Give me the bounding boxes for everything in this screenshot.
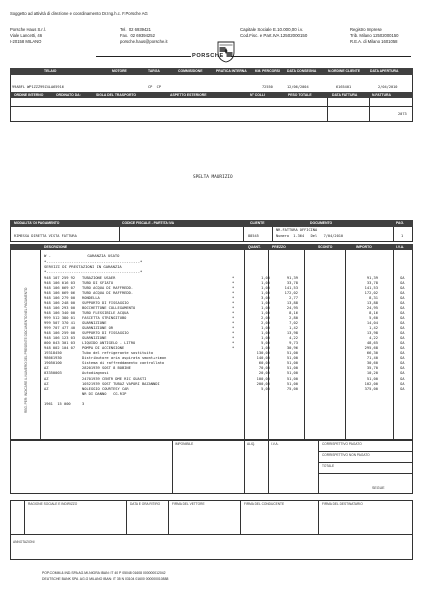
- item-price: 13,88: [286, 300, 298, 305]
- sig-divider-3: [240, 500, 241, 534]
- item-quantity: 1,00: [261, 336, 270, 341]
- item-code: AZ: [44, 376, 49, 381]
- item-quantity: 1,00: [261, 290, 270, 295]
- item-amount: 102,00: [364, 381, 378, 386]
- item-description: NOLEGGIO COURTESY CAR: [82, 386, 129, 391]
- col-cliente: CLIENTE: [250, 221, 265, 225]
- item-mark: *: [232, 305, 235, 310]
- item-price: 91,39: [286, 275, 298, 280]
- item-code: 948 106 016 03: [44, 280, 76, 285]
- item-quantity: 60,00: [258, 361, 270, 366]
- item-quantity: 1,00: [261, 331, 270, 336]
- customer-name: SPELTA MAURIZIO: [193, 175, 233, 180]
- sig-divider-4: [318, 500, 319, 534]
- item-amount: 172,02: [364, 290, 378, 295]
- item-code: AZ: [44, 386, 49, 391]
- item-code: AZ: [44, 381, 49, 386]
- item-description: GUARNIZIONE OR: [82, 326, 114, 330]
- item-description: Sistema di raffreddamento controllato: [82, 361, 165, 366]
- wordmark-rule-left: [96, 56, 191, 57]
- item-code: 999 507 370 41: [44, 320, 76, 325]
- item-amount: 66,30: [366, 351, 378, 356]
- vehicle-row-divider-2: [10, 106, 413, 107]
- item-iva: GA: [400, 381, 405, 386]
- firma-vettore-label: FIRMA DEL VETTORE: [172, 502, 205, 506]
- email-address: porsche.haus@porsche.it: [120, 39, 168, 44]
- item-iva: GA: [400, 366, 405, 371]
- item-iva: GA: [400, 320, 405, 325]
- item-quantity: 1,00: [261, 300, 270, 305]
- item-description: Tubo del refrigerante sostituito: [82, 351, 154, 356]
- item-amount: 35,70: [366, 366, 378, 371]
- item-price: 30,96: [286, 346, 298, 351]
- item-price: 7,02: [289, 320, 298, 325]
- phone-number: Tel. 02 6939421: [120, 27, 151, 32]
- item-quantity: 1,00: [261, 285, 270, 290]
- customer-order-value: 6165401: [336, 85, 352, 89]
- item-code: 948 106 248 00: [44, 300, 76, 305]
- item-mark: *: [232, 300, 235, 305]
- item-description: TUBO DI SFIATO: [82, 280, 114, 285]
- signature-box: [10, 500, 413, 560]
- item-mark: *: [232, 336, 235, 341]
- col-colli: N° COLLI: [250, 92, 265, 97]
- item-amount: 30,60: [366, 361, 378, 366]
- item-mark: *: [232, 346, 235, 351]
- item-price: 33,78: [286, 280, 298, 285]
- item-mark: *: [232, 315, 235, 320]
- item-code: 000 043 301 03: [44, 341, 76, 346]
- item-iva: GA: [400, 376, 405, 381]
- item-mark: *: [232, 331, 235, 336]
- item-iva: GA: [400, 285, 405, 290]
- col-km: KM. PERCORSI: [255, 69, 280, 73]
- totals-divider-3: [268, 440, 269, 494]
- totals-divider-1: [172, 440, 173, 494]
- item-code: 948 002 104 07: [44, 346, 76, 351]
- item-iva: GA: [400, 315, 405, 320]
- col-motore: MOTORE: [112, 69, 127, 73]
- item-description: GUARNIZIONE: [82, 320, 107, 325]
- item-description: Autodiagnosi: [82, 371, 109, 376]
- item-quantity: 1,00: [261, 326, 270, 330]
- item-iva: GA: [400, 336, 405, 341]
- item-price: 24,95: [286, 305, 298, 310]
- sig-divider-2: [168, 500, 169, 534]
- tax-code: Cod.Fisc. e Part.IVA 12502000150: [240, 33, 308, 38]
- totals-divider-4: [318, 440, 319, 494]
- document-type: NR.FATTURA OFFICINA: [276, 228, 318, 232]
- item-mark: *: [232, 320, 235, 325]
- delivery-date-value: 12/06/2004: [287, 85, 309, 89]
- col-importo: IMPORTO: [356, 244, 372, 249]
- item-amount: 1,42: [369, 326, 378, 330]
- item-mark: *: [232, 341, 235, 346]
- firma-destinatario-label: FIRMA DEL DESTINATARIO: [322, 502, 363, 506]
- sig-divider-0: [24, 500, 25, 534]
- col-prezzo: PREZZO: [272, 244, 286, 249]
- item-description: 10521939 SOST TUBAZ VAPORI BAZANNDI: [82, 381, 160, 386]
- col-aspetto: ASPETTO ESTERIORE: [170, 92, 207, 97]
- opening-date-value: 2/04/2010: [378, 85, 398, 89]
- item-code: 999 707 477 40: [44, 326, 76, 330]
- share-capital: Capitale Sociale E.10.000,00 i.v.: [240, 27, 304, 32]
- item-mark: *: [232, 326, 235, 330]
- col-n-fattura: N.FATTURA: [372, 92, 391, 97]
- item-description: RONDELLA: [82, 295, 100, 300]
- chassis-value: 99ABFL WP1ZZZ99Z4LA65916: [12, 85, 64, 89]
- totals-divider-2: [244, 440, 245, 494]
- item-quantity: 70,00: [258, 366, 270, 371]
- item-amount: 5,60: [369, 315, 378, 320]
- item-quantity: 5,00: [261, 341, 270, 346]
- col-pag: PAG.: [396, 221, 405, 225]
- item-quantity: 1,00: [261, 310, 270, 315]
- aliquota-label: ALIQ.: [247, 442, 256, 446]
- item-amount: 4,22: [369, 336, 378, 341]
- client-code: 88545: [248, 234, 259, 238]
- rea-number: R.E.A. di Milano 1601058: [350, 39, 398, 44]
- item-price: 75,00: [286, 386, 298, 391]
- intro-line-4: *-----------------------------------------*: [44, 269, 143, 274]
- item-description: TUBO FLESSIBILE ACQUA: [82, 310, 129, 315]
- col-descrizione: DESCRIZIONE: [44, 244, 68, 249]
- item-code: 948 106 259 00: [44, 331, 76, 336]
- vehicle-col-divider-1: [327, 98, 328, 122]
- sig-divider-1: [126, 500, 127, 534]
- item-iva: GA: [400, 341, 405, 346]
- item-iva: GA: [400, 295, 405, 300]
- firma-conducente-label: FIRMA DEL CONDUCENTE: [244, 502, 285, 506]
- item-description: SUPPORTO DI FISSAGGIO: [82, 300, 129, 305]
- page-number: 1: [401, 234, 404, 238]
- item-price: 9,73: [289, 341, 298, 346]
- item-price: 172,02: [284, 290, 298, 295]
- items-side-divider: [40, 250, 41, 440]
- totals-hline-2: [318, 462, 413, 463]
- plate-value: CP CP: [148, 85, 161, 89]
- registry-label: Registro Imprese: [350, 27, 382, 32]
- item-iva: GA: [400, 305, 405, 310]
- item-iva: GA: [400, 310, 405, 315]
- item-price: 51,00: [286, 371, 298, 376]
- item-price: 51,00: [286, 356, 298, 361]
- item-quantity: 1,00: [261, 280, 270, 285]
- item-price: 2,77: [289, 295, 298, 300]
- col-modalita-pagamento: MODALITA' DI PAGAMENTO: [14, 221, 60, 225]
- item-amount: 51,00: [366, 376, 378, 381]
- pay-divider-4: [393, 227, 394, 242]
- item-quantity: 1,00: [261, 305, 270, 310]
- wordmark-rule-right: [231, 56, 411, 57]
- col-ordine-cliente: N.ORDINE CLIENTE: [328, 69, 361, 73]
- sig-hline: [10, 534, 413, 535]
- item-quantity: 130,00: [256, 351, 270, 356]
- item-iva: GA: [400, 331, 405, 336]
- segue-label: SEGUE: [372, 486, 385, 490]
- col-sigla-trasporto: SIGLA DEL TRASPORTO: [96, 92, 137, 97]
- totals-hline-1: [318, 451, 413, 452]
- col-codice-fiscale: CODICE FISCALE - PARTITA IVA: [122, 221, 175, 225]
- company-street: Viale Lancetti, 46: [10, 33, 43, 38]
- item-description: POMPA DI ACCENSIONE: [82, 346, 125, 351]
- intro-line-3: SERVIZI DI PRESTAZIONI IN GARANZIA: [44, 264, 122, 269]
- item-code: 03350003: [44, 371, 62, 376]
- item-description: NR DI DANNO CG.RIP: [82, 391, 127, 396]
- col-sconto: SCONTO: [318, 244, 333, 249]
- item-amount: 24,95: [366, 305, 378, 310]
- col-data-consegna: DATA CONSEGNA: [287, 69, 317, 73]
- item-description: TUBO ACQUA DI RAFFREDD.: [82, 285, 134, 290]
- item-quantity: 20,00: [258, 371, 270, 376]
- direction-note: Soggetto ad attività di direzione e coordinamento Dr.Ing.h.c. F.Porsche AG: [10, 11, 148, 16]
- item-description: TUBAZIONE USAER: [82, 275, 116, 280]
- item-price: 1,42: [289, 326, 298, 330]
- col-peso: PESO TOTALE: [288, 92, 312, 97]
- pay-divider-2: [243, 227, 244, 242]
- item-iva: GA: [400, 280, 405, 285]
- unpaid-label: CORRISPETTIVO NON PAGATO: [322, 453, 370, 457]
- item-description: 28201939 SOST 8 BOBINE: [82, 366, 131, 371]
- item-code: 948 106 069 06: [44, 290, 76, 295]
- item-quantity: 100,00: [256, 376, 270, 381]
- col-ordine-interno: ORDINE INTERNO: [14, 92, 44, 97]
- item-code: 948 106 279 00: [44, 295, 76, 300]
- col-data-apertura: DATA APERTURA: [370, 69, 399, 73]
- item-mark: *: [232, 275, 235, 280]
- col-pratica: PRATICA INTERNA: [216, 69, 247, 73]
- item-amount: 8,31: [369, 295, 378, 300]
- item-amount: 10,20: [366, 371, 378, 376]
- item-price: 4,22: [289, 336, 298, 341]
- item-price: 51,00: [286, 351, 298, 356]
- item-iva: GA: [400, 356, 405, 361]
- bank-line-2: DEUTSCHE BANK SPA AG.G MILANO IBAN: IT 35 N 03104 01600 000000010888: [42, 577, 169, 581]
- item-amount: 71,40: [366, 356, 378, 361]
- col-telaio: TELAIO: [44, 69, 57, 73]
- intro-line-2: *-----------------------------------------*: [44, 259, 143, 264]
- item-code: 948 106 069 07: [44, 285, 76, 290]
- item-description: LIQUIDO ANTIGELO - LITRO: [82, 341, 136, 346]
- company-name: Porsche Haus S.r.l.: [10, 27, 46, 32]
- item-mark: *: [232, 285, 235, 290]
- item-mark: *: [232, 310, 235, 315]
- totals-box: [10, 440, 413, 494]
- col-iva: I.V.A.: [396, 244, 405, 249]
- item-description: 24701939 CENTR DME RIC GUASTI: [82, 376, 147, 381]
- item-amount: 8,16: [369, 310, 378, 315]
- item-code: AZ: [44, 366, 49, 371]
- data-ora-ritiro-label: DATA E ORA RITIRO: [130, 502, 161, 506]
- item-price: 51,00: [286, 381, 298, 386]
- col-commissione: COMMISSIONE: [178, 69, 203, 73]
- item-quantity: 3,00: [261, 295, 270, 300]
- item-amount: 13,88: [366, 300, 378, 305]
- item-quantity: 1,00: [261, 275, 270, 280]
- item-code: 948 106 340 00: [44, 310, 76, 315]
- registry-number: Trib. Milano 12502000150: [350, 33, 399, 38]
- bank-line-1: POP.COMM.& IND.SPA AG.MI-NIGRA IBAN: IT 40 P 05048 01608 000000012042: [42, 571, 166, 575]
- item-quantity: 5,00: [261, 386, 270, 391]
- col-data-fattura: DATA FATTURA: [332, 92, 358, 97]
- item-amount: 295,68: [364, 346, 378, 351]
- item-iva: GA: [400, 351, 405, 356]
- item-iva: GA: [400, 290, 405, 295]
- item-quantity: 140,00: [256, 356, 270, 361]
- item-iva: GA: [400, 346, 405, 351]
- company-city: I-20158 MILANO: [10, 39, 42, 44]
- item-price: 51,00: [286, 376, 298, 381]
- item-description: GUARNIZIONE: [82, 336, 107, 341]
- item-amount: 91,39: [366, 275, 378, 280]
- fax-number: Fax. 02 69394252: [120, 33, 155, 38]
- document-number: Numero 1.364 Del 7/04/2010: [276, 234, 344, 238]
- col-ordinato-da: ORDINATO DA:: [56, 92, 81, 97]
- col-quant: QUANT.: [248, 244, 261, 249]
- km-value: 72550: [262, 85, 273, 89]
- imponibile-label: IMPONIBILE: [175, 442, 194, 446]
- porsche-crest-icon: [198, 25, 216, 47]
- item-code: 948 106 123 03: [44, 336, 76, 341]
- item-description: BOCCHETTONE COLLEGAMENTO: [82, 305, 136, 310]
- ragione-sociale-label: RAGIONE SOCIALE E INDIRIZZO: [28, 502, 78, 506]
- item-amount: 48,65: [366, 341, 378, 346]
- item-price: 2,80: [289, 315, 298, 320]
- pay-divider-3: [272, 227, 273, 242]
- payment-header-bar: [10, 220, 413, 227]
- item-price: 51,00: [286, 361, 298, 366]
- paid-label: CORRISPETTIVO PAGATO: [322, 442, 362, 446]
- item-description: SUPPORTO DI FISSAGGIO: [82, 331, 129, 336]
- porsche-wordmark: PORSCHE: [192, 52, 224, 59]
- item-code: 19050100: [44, 361, 62, 366]
- item-price: 51,00: [286, 366, 298, 371]
- item-price: 141,53: [284, 285, 298, 290]
- col-documento: DOCUMENTO: [310, 221, 333, 225]
- item-amount: 13,98: [366, 331, 378, 336]
- item-iva: GA: [400, 361, 405, 366]
- item-mark: *: [232, 280, 235, 285]
- item-iva: GA: [400, 300, 405, 305]
- items-header-bar: [10, 244, 413, 250]
- iva-label: I.V.A.: [271, 442, 279, 446]
- item-quantity: 2,00: [261, 320, 270, 325]
- item-amount: 141,53: [364, 285, 378, 290]
- item-amount: 14,04: [366, 320, 378, 325]
- item-amount: 375,00: [364, 386, 378, 391]
- intro-line-1: W - GARANZIA USATO: [44, 253, 120, 258]
- item-description: 3: [82, 401, 85, 406]
- item-description: TUBO ACQUA DI RAFFREDD.: [82, 290, 134, 295]
- total-label: TOTALE: [322, 464, 335, 468]
- totals-hline-3: [318, 473, 413, 474]
- annotazioni-label: ANNOTAZIONI: [13, 540, 35, 544]
- item-code: 98661930: [44, 356, 62, 361]
- pay-divider-1: [119, 227, 120, 242]
- item-quantity: 200,00: [256, 381, 270, 386]
- item-amount: 33,78: [366, 280, 378, 285]
- item-code: 948 107 259 92: [44, 275, 76, 280]
- item-mark: *: [232, 295, 235, 300]
- invoice-number-value: 2073: [398, 112, 407, 116]
- item-iva: GA: [400, 275, 405, 280]
- item-iva: GA: [400, 371, 405, 376]
- item-quantity: 1,00: [261, 346, 270, 351]
- col-targa: TARGA: [148, 69, 160, 73]
- item-price: 13,98: [286, 331, 298, 336]
- item-description: Distributore aria aspirata smont+rimon: [82, 356, 167, 361]
- payment-method: RIMESSA DIRETTA VISTA FATTURA: [14, 234, 77, 238]
- item-code: 948 106 293 00: [44, 305, 76, 310]
- vehicle-col-divider-2: [369, 98, 370, 122]
- item-code: 999 512 380 01: [44, 315, 76, 320]
- side-instructions: REG. PER: INDICARE IL NUMERO DEL PRESENTE DOCUMENTO NEL PAGAMENTO: [24, 287, 28, 413]
- item-price: 8,16: [289, 310, 298, 315]
- item-description: FASCETTA STRINGITUBO: [82, 315, 127, 320]
- item-mark: *: [232, 290, 235, 295]
- table-row: [44, 402, 413, 407]
- item-iva: GA: [400, 326, 405, 330]
- item-code: 1961 15 000: [44, 401, 71, 406]
- item-code: 19318450: [44, 351, 62, 356]
- item-quantity: 2,00: [261, 315, 270, 320]
- item-iva: GA: [400, 386, 405, 391]
